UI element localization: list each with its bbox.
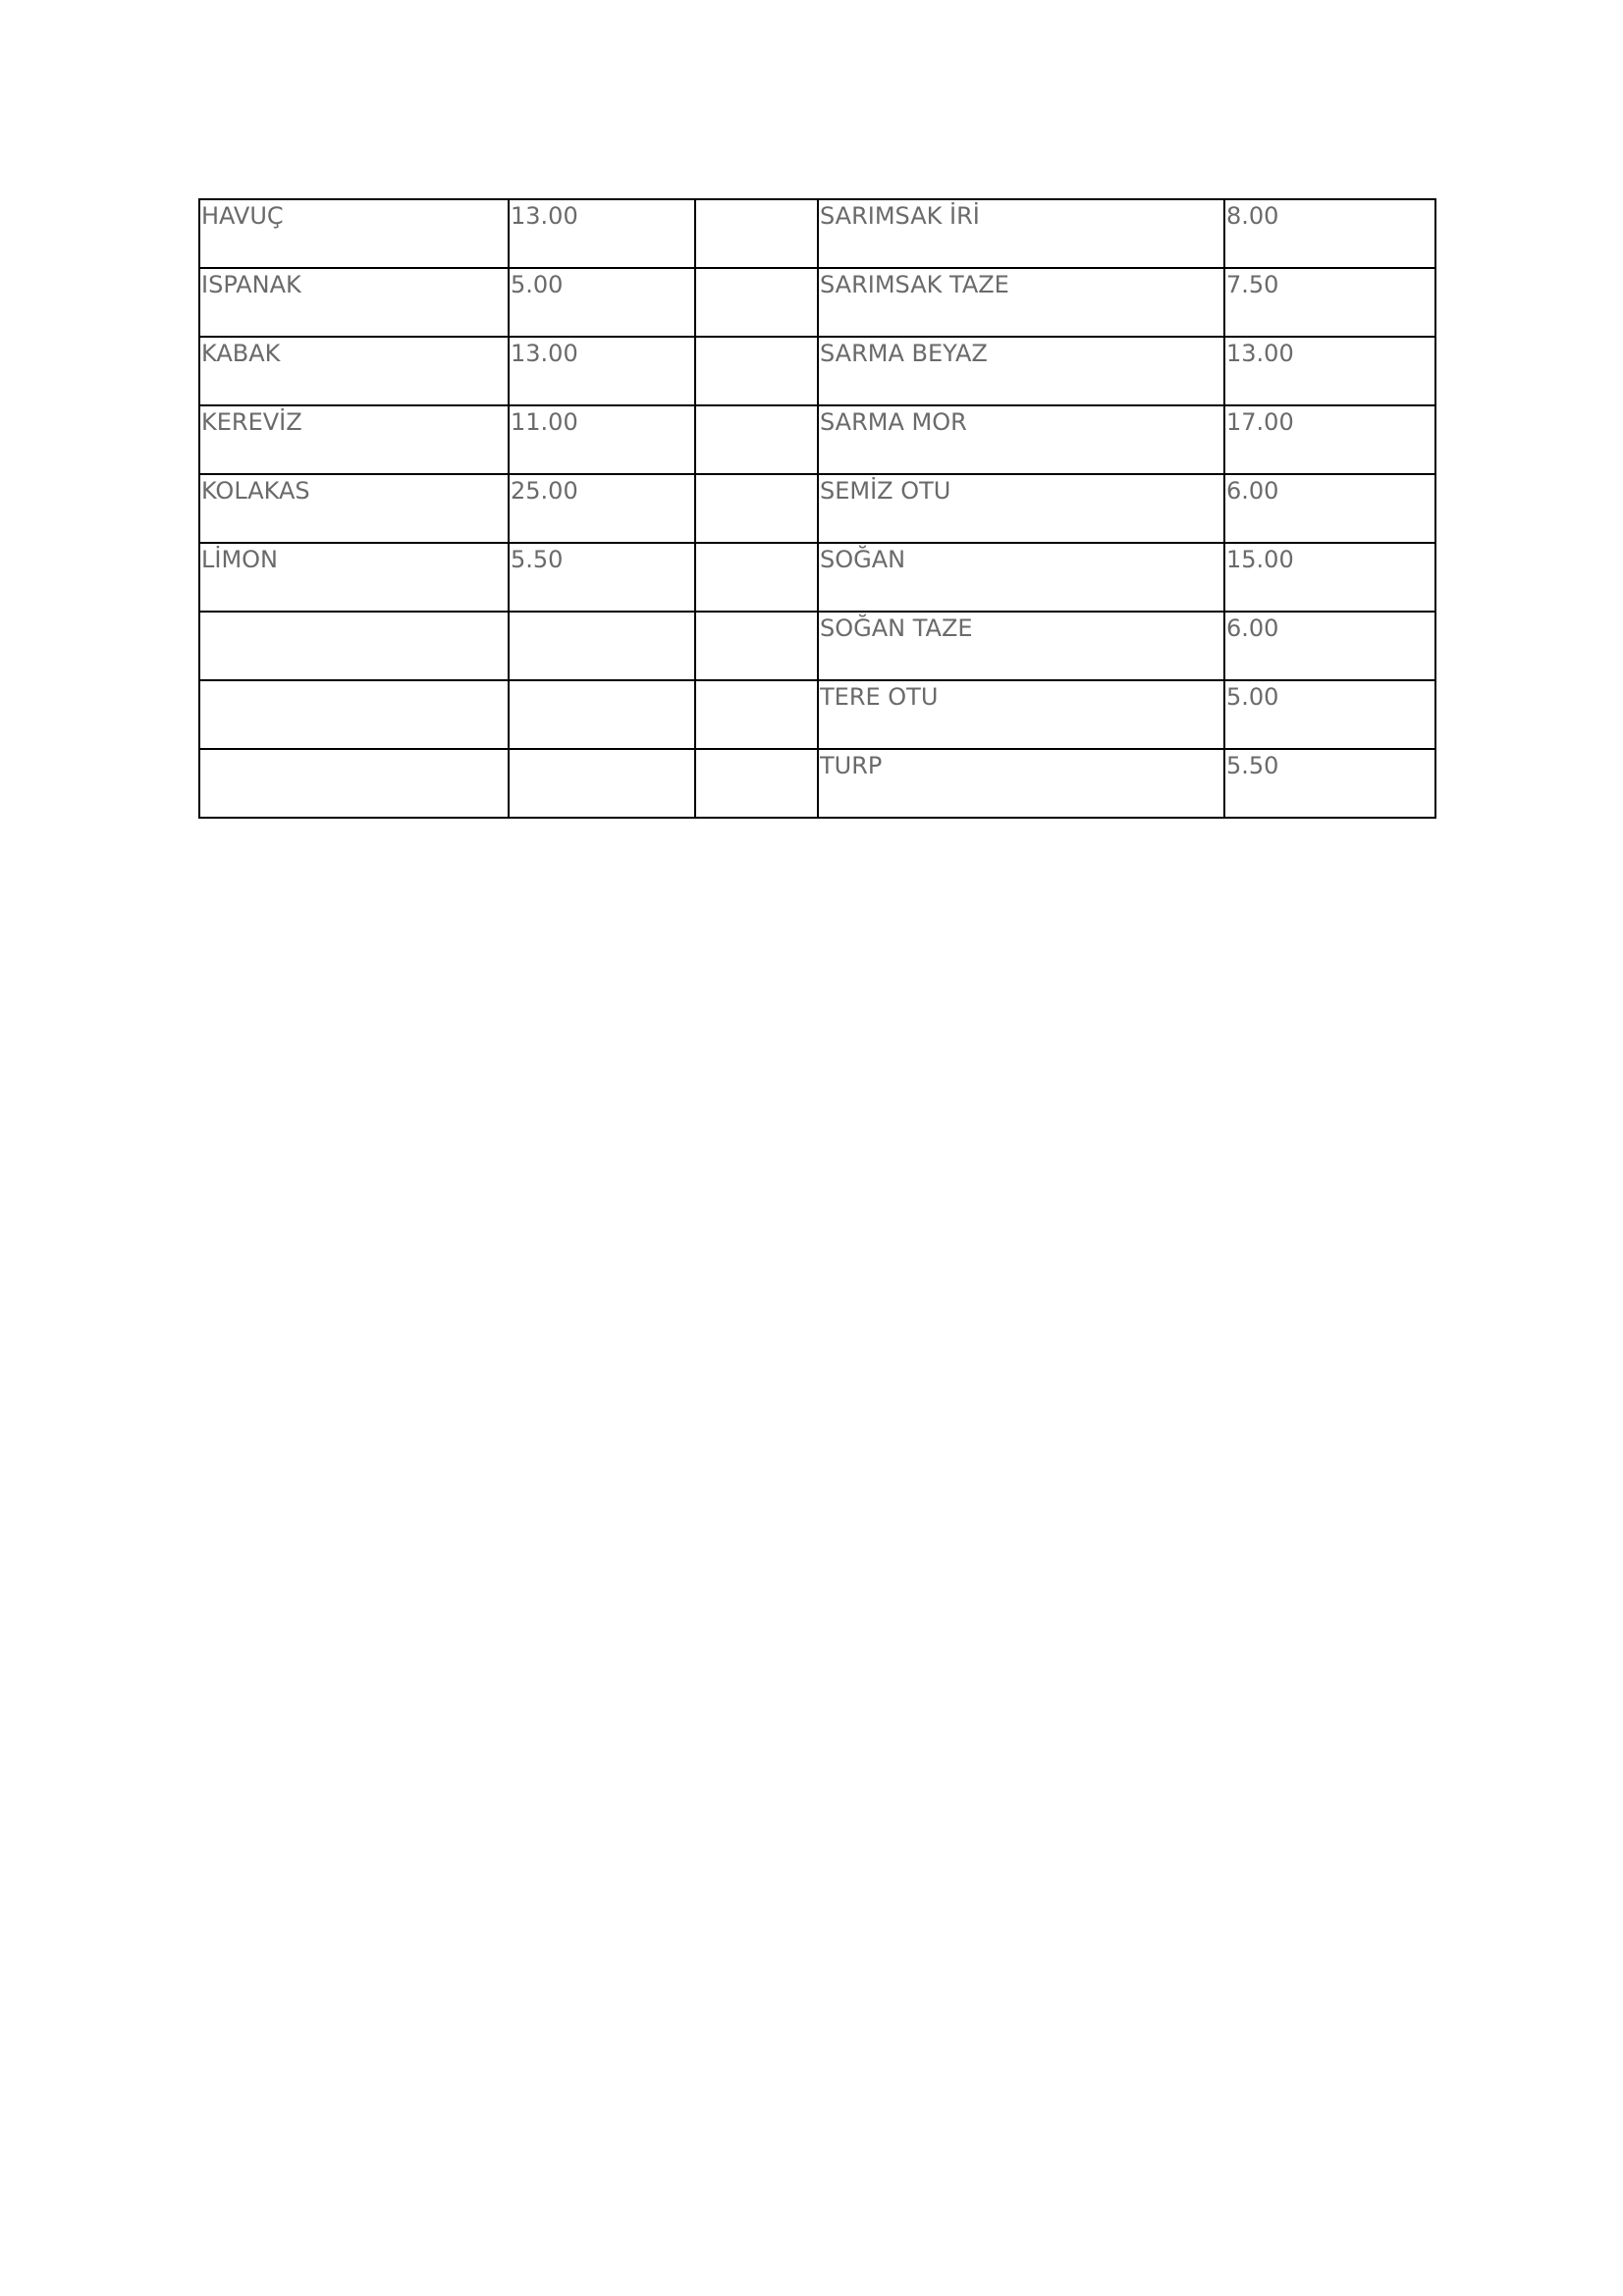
table-row — [199, 474, 1435, 543]
product-name-cell: LİMON — [199, 543, 509, 612]
price-cell: 7.50 — [1224, 268, 1435, 337]
price-cell: 13.00 — [509, 337, 695, 405]
table-row — [199, 337, 1435, 405]
price-cell: 5.00 — [509, 268, 695, 337]
product-name-cell: KOLAKAS — [199, 474, 509, 543]
product-name-cell: KABAK — [199, 337, 509, 405]
product-name-cell: SARIMSAK İRİ — [818, 199, 1224, 268]
empty-cell — [695, 268, 818, 337]
product-name-cell: TURP — [818, 749, 1224, 818]
price-cell: 5.50 — [509, 543, 695, 612]
product-name-cell — [199, 680, 509, 749]
product-name-cell: SEMİZ OTU — [818, 474, 1224, 543]
empty-cell — [695, 680, 818, 749]
product-name-cell: SARMA MOR — [818, 405, 1224, 474]
product-name-cell: TERE OTU — [818, 680, 1224, 749]
product-name-cell: SARMA BEYAZ — [818, 337, 1224, 405]
price-cell: 13.00 — [1224, 337, 1435, 405]
empty-cell — [695, 405, 818, 474]
table-row — [199, 612, 1435, 680]
empty-cell — [695, 749, 818, 818]
price-cell — [509, 749, 695, 818]
price-cell: 5.50 — [1224, 749, 1435, 818]
empty-cell — [695, 474, 818, 543]
product-name-cell: SARIMSAK TAZE — [818, 268, 1224, 337]
price-cell: 8.00 — [1224, 199, 1435, 268]
price-cell — [509, 680, 695, 749]
product-name-cell: SOĞAN TAZE — [818, 612, 1224, 680]
table-row — [199, 199, 1435, 268]
empty-cell — [695, 543, 818, 612]
price-cell: 6.00 — [1224, 612, 1435, 680]
table-row — [199, 405, 1435, 474]
product-name-cell: HAVUÇ — [199, 199, 509, 268]
table-row — [199, 543, 1435, 612]
price-cell: 11.00 — [509, 405, 695, 474]
price-table — [198, 198, 1436, 819]
price-cell: 13.00 — [509, 199, 695, 268]
table-row — [199, 749, 1435, 818]
price-cell: 25.00 — [509, 474, 695, 543]
product-name-cell: SOĞAN — [818, 543, 1224, 612]
empty-cell — [695, 612, 818, 680]
product-name-cell: ISPANAK — [199, 268, 509, 337]
price-cell: 5.00 — [1224, 680, 1435, 749]
price-cell: 15.00 — [1224, 543, 1435, 612]
price-cell: 6.00 — [1224, 474, 1435, 543]
price-cell — [509, 612, 695, 680]
product-name-cell: KEREVİZ — [199, 405, 509, 474]
product-name-cell — [199, 749, 509, 818]
product-name-cell — [199, 612, 509, 680]
empty-cell — [695, 337, 818, 405]
table-row — [199, 268, 1435, 337]
price-cell: 17.00 — [1224, 405, 1435, 474]
empty-cell — [695, 199, 818, 268]
table-row — [199, 680, 1435, 749]
